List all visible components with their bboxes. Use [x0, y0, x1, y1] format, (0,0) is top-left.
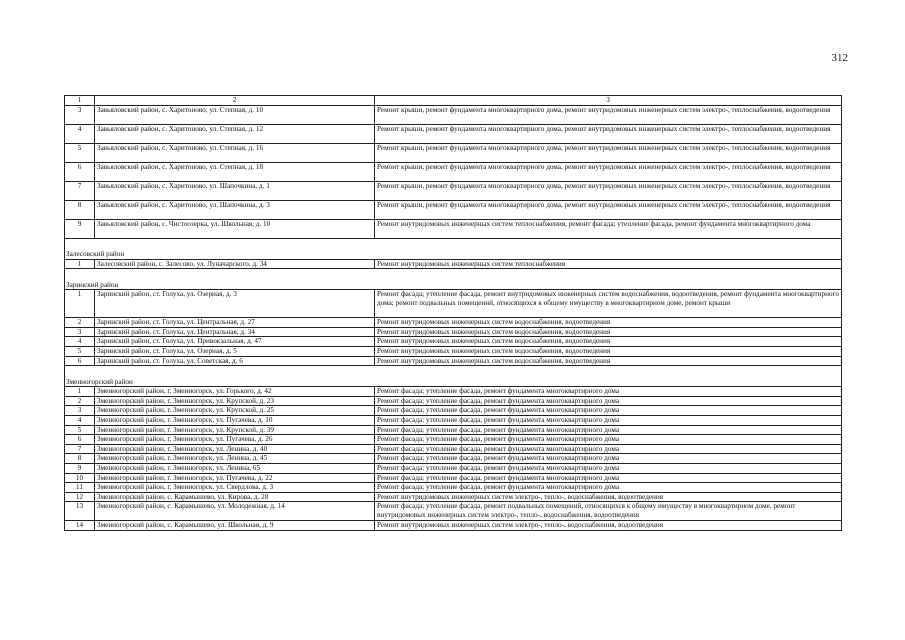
- row-work: Ремонт внутридомовых инженерных систем электро-, тепло-, водоснабжения, водоотведения: [375, 521, 842, 531]
- row-address: Заринский район, ст. Голуха, ул. Советская, д. 6: [95, 356, 375, 366]
- row-number: 9: [65, 219, 95, 238]
- section-title: Залесовский район: [65, 238, 842, 259]
- table-row: [65, 387, 842, 397]
- row-work: Ремонт внутридомовых инженерных систем водоснабжения, водоотведения: [375, 337, 842, 347]
- row-address: Змеиногорский район, г. Змеиногорск, ул. Свердлова, д. 3: [95, 483, 375, 493]
- row-address: Змеиногорский район, с. Карамышево, ул. Школьная, д. 9: [95, 521, 375, 531]
- table-row: [65, 463, 842, 473]
- table-row: [65, 105, 842, 124]
- row-number: 6: [65, 435, 95, 445]
- table-row: [65, 406, 842, 416]
- table-row: [65, 396, 842, 406]
- table-row: [65, 143, 842, 162]
- row-number: 3: [65, 406, 95, 416]
- table-row: [65, 415, 842, 425]
- table-row: [65, 318, 842, 328]
- table-row: [65, 162, 842, 181]
- row-address: Змеиногорский район, г. Змеиногорск, ул. Ленина, д. 45: [95, 454, 375, 464]
- table-row: [65, 290, 842, 318]
- table-row: [65, 356, 842, 366]
- row-address: Змеиногорский район, с. Карамышево, ул. Молодежная, д. 14: [95, 502, 375, 521]
- row-number: 4: [65, 124, 95, 143]
- row-address: Завьяловский район, с. Харитоново, ул. Степная, д. 18: [95, 162, 375, 181]
- row-number: 3: [65, 105, 95, 124]
- row-work: Ремонт внутридомовых инженерных систем теплоснабжения, ремонт фасада; утепление фасада, ремонт фундамента многоквартирного дома: [375, 219, 842, 238]
- section-row: [65, 269, 842, 290]
- row-address: Змеиногорский район, г. Змеиногорск, ул. Ленина, 65: [95, 463, 375, 473]
- row-work: Ремонт крыши, ремонт фундамента многоквартирного дома, ремонт внутридомовых инженерных систем электро-, теплоснабжения, водоотведения: [375, 143, 842, 162]
- table-row: [65, 502, 842, 521]
- row-work: Ремонт внутридомовых инженерных систем теплоснабжения: [375, 259, 842, 269]
- row-work: Ремонт фасада; утепление фасада, ремонт фундамента многоквартирного дома: [375, 435, 842, 445]
- row-work: Ремонт фасада; утепление фасада, ремонт фундамента многоквартирного дома: [375, 425, 842, 435]
- row-address: Змеиногорский район, г. Змеиногорск, ул. Крупской, д. 23: [95, 396, 375, 406]
- row-address: Заринский район, ст. Голуха, ул. Центральная, д. 34: [95, 327, 375, 337]
- row-address: Змеиногорский район, г. Змеиногорск, ул. Крупской, д. 25: [95, 406, 375, 416]
- header-col-work: 3: [375, 96, 842, 106]
- row-number: 6: [65, 162, 95, 181]
- row-address: Залесовский район, с. Залесово, ул. Луначарского, д. 34: [95, 259, 375, 269]
- row-address: Заринский район, ст. Голуха, ул. Центральная, д. 27: [95, 318, 375, 328]
- table-row: [65, 521, 842, 531]
- table-row: [65, 483, 842, 493]
- row-address: Завьяловский район, с. Харитоново, ул. Степная, д. 16: [95, 143, 375, 162]
- row-work: Ремонт фасада; утепление фасада, ремонт фундамента многоквартирного дома: [375, 387, 842, 397]
- row-address: Завьяловский район, с. Чистоозерка, ул. Школьная, д. 10: [95, 219, 375, 238]
- row-number: 3: [65, 327, 95, 337]
- works-table-body: [65, 96, 842, 531]
- table-row: [65, 346, 842, 356]
- row-number: 8: [65, 200, 95, 219]
- row-number: 5: [65, 425, 95, 435]
- table-row: [65, 435, 842, 445]
- table-row: [65, 425, 842, 435]
- table-row: [65, 473, 842, 483]
- row-work: Ремонт внутридомовых инженерных систем водоснабжения, водоотведения: [375, 356, 842, 366]
- row-work: Ремонт крыши, ремонт фундамента многоквартирного дома, ремонт внутридомовых инженерных систем электро-, теплоснабжения, водоотведения: [375, 105, 842, 124]
- row-work: Ремонт фасада; утепление фасада, ремонт фундамента многоквартирного дома: [375, 396, 842, 406]
- row-number: 12: [65, 492, 95, 502]
- row-work: Ремонт фасада; утепление фасада, ремонт фундамента многоквартирного дома: [375, 463, 842, 473]
- row-address: Змеиногорский район, г. Змеиногорск, ул. Пугачева, д. 26: [95, 435, 375, 445]
- row-work: Ремонт внутридомовых инженерных систем электро-, тепло-, водоснабжения, водоотведения: [375, 492, 842, 502]
- section-title: Змеиногорский район: [65, 366, 842, 387]
- row-address: Змеиногорский район, г. Змеиногорск, ул. Горького, д. 42: [95, 387, 375, 397]
- row-work: Ремонт фасада; утепление фасада, ремонт фундамента многоквартирного дома: [375, 483, 842, 493]
- row-number: 2: [65, 396, 95, 406]
- row-address: Завьяловский район, с. Харитоново, ул. Шапочкина, д. 3: [95, 200, 375, 219]
- row-address: Змеиногорский район, г. Змеиногорск, ул. Ленина, д. 40: [95, 444, 375, 454]
- row-address: Завьяловский район, с. Харитоново, ул. Степная, д. 10: [95, 105, 375, 124]
- row-number: 10: [65, 473, 95, 483]
- row-work: Ремонт крыши, ремонт фундамента многоквартирного дома, ремонт внутридомовых инженерных систем электро-, теплоснабжения, водоотведения: [375, 162, 842, 181]
- header-col-address: 2: [95, 96, 375, 106]
- row-number: 5: [65, 143, 95, 162]
- row-work: Ремонт внутридомовых инженерных систем водоснабжения, водоотведения: [375, 346, 842, 356]
- table-row: [65, 181, 842, 200]
- row-number: 8: [65, 454, 95, 464]
- row-work: Ремонт внутридомовых инженерных систем водоснабжения, водоотведения: [375, 327, 842, 337]
- row-number: 6: [65, 356, 95, 366]
- row-work: Ремонт крыши, ремонт фундамента многоквартирного дома, ремонт внутридомовых инженерных систем электро-, теплоснабжения, водоотведения: [375, 200, 842, 219]
- row-address: Змеиногорский район, г. Змеиногорск, ул. Крупской, д. 39: [95, 425, 375, 435]
- row-work: Ремонт фасада; утепление фасада, ремонт фундамента многоквартирного дома: [375, 444, 842, 454]
- table-header-row: [65, 96, 842, 106]
- row-address: Заринский район, ст. Голуха, ул. Озерная, д. 3: [95, 290, 375, 318]
- row-work: Ремонт фасада; утепление фасада, ремонт фундамента многоквартирного дома: [375, 415, 842, 425]
- row-address: Змеиногорский район, с. Карамышево, ул. Кирова, д. 28: [95, 492, 375, 502]
- row-number: 5: [65, 346, 95, 356]
- row-number: 14: [65, 521, 95, 531]
- table-row: [65, 219, 842, 238]
- row-number: 1: [65, 259, 95, 269]
- row-number: 7: [65, 181, 95, 200]
- table-row: [65, 124, 842, 143]
- row-address: Завьяловский район, с. Харитоново, ул. Степная, д. 12: [95, 124, 375, 143]
- table-row: [65, 492, 842, 502]
- row-address: Заринский район, ст. Голуха, ул. Привокзальная, д. 47: [95, 337, 375, 347]
- row-address: Заринский район, ст. Голуха, ул. Озерная, д. 5: [95, 346, 375, 356]
- row-work: Ремонт фасада; утепление фасада, ремонт фундамента многоквартирного дома: [375, 406, 842, 416]
- row-work: Ремонт крыши, ремонт фундамента многоквартирного дома, ремонт внутридомовых инженерных систем электро-, теплоснабжения, водоотведения: [375, 181, 842, 200]
- row-work: Ремонт фасада; утепление фасада, ремонт фундамента многоквартирного дома: [375, 454, 842, 464]
- row-work: Ремонт фасада; утепление фасада, ремонт подвальных помещений, относящихся к общему имуществу в многоквартирном доме, ремонт внутридомовых инженерных систем электро-, тепло-, водоснабжения, водоотведения: [375, 502, 842, 521]
- table-row: [65, 454, 842, 464]
- row-number: 7: [65, 444, 95, 454]
- header-col-number: 1: [65, 96, 95, 106]
- table-row: [65, 444, 842, 454]
- row-number: 9: [65, 463, 95, 473]
- table-row: [65, 259, 842, 269]
- row-number: 11: [65, 483, 95, 493]
- section-row: [65, 366, 842, 387]
- row-work: Ремонт внутридомовых инженерных систем водоснабжения, водоотведения: [375, 318, 842, 328]
- section-row: [65, 238, 842, 259]
- row-number: 1: [65, 387, 95, 397]
- row-number: 2: [65, 318, 95, 328]
- row-work: Ремонт фасада; утепление фасада, ремонт внутридомовых инженерных систем водоснабжения, водоотведения, ремонт фундамента многоквартирного дома; ремонт подвальных помещений, относящихся к общему имуществу в многоквартирном доме, ремонт крыши: [375, 290, 842, 318]
- row-address: Змеиногорский район, г. Змеиногорск, ул. Пугачева, д. 22: [95, 473, 375, 483]
- row-work: Ремонт крыши, ремонт фундамента многоквартирного дома, ремонт внутридомовых инженерных систем электро-, теплоснабжения, водоотведения: [375, 124, 842, 143]
- section-title: Заринский район: [65, 269, 842, 290]
- row-work: Ремонт фасада; утепление фасада, ремонт фундамента многоквартирного дома: [375, 473, 842, 483]
- page-number: 312: [831, 52, 848, 64]
- table-row: [65, 337, 842, 347]
- row-number: 1: [65, 290, 95, 318]
- table-row: [65, 200, 842, 219]
- table-row: [65, 327, 842, 337]
- row-number: 13: [65, 502, 95, 521]
- row-number: 4: [65, 337, 95, 347]
- row-address: Завьяловский район, с. Харитоново, ул. Шапочкина, д. 1: [95, 181, 375, 200]
- row-number: 4: [65, 415, 95, 425]
- works-table: [64, 95, 842, 531]
- row-address: Змеиногорский район, г. Змеиногорск, ул. Пугачева, д. 10: [95, 415, 375, 425]
